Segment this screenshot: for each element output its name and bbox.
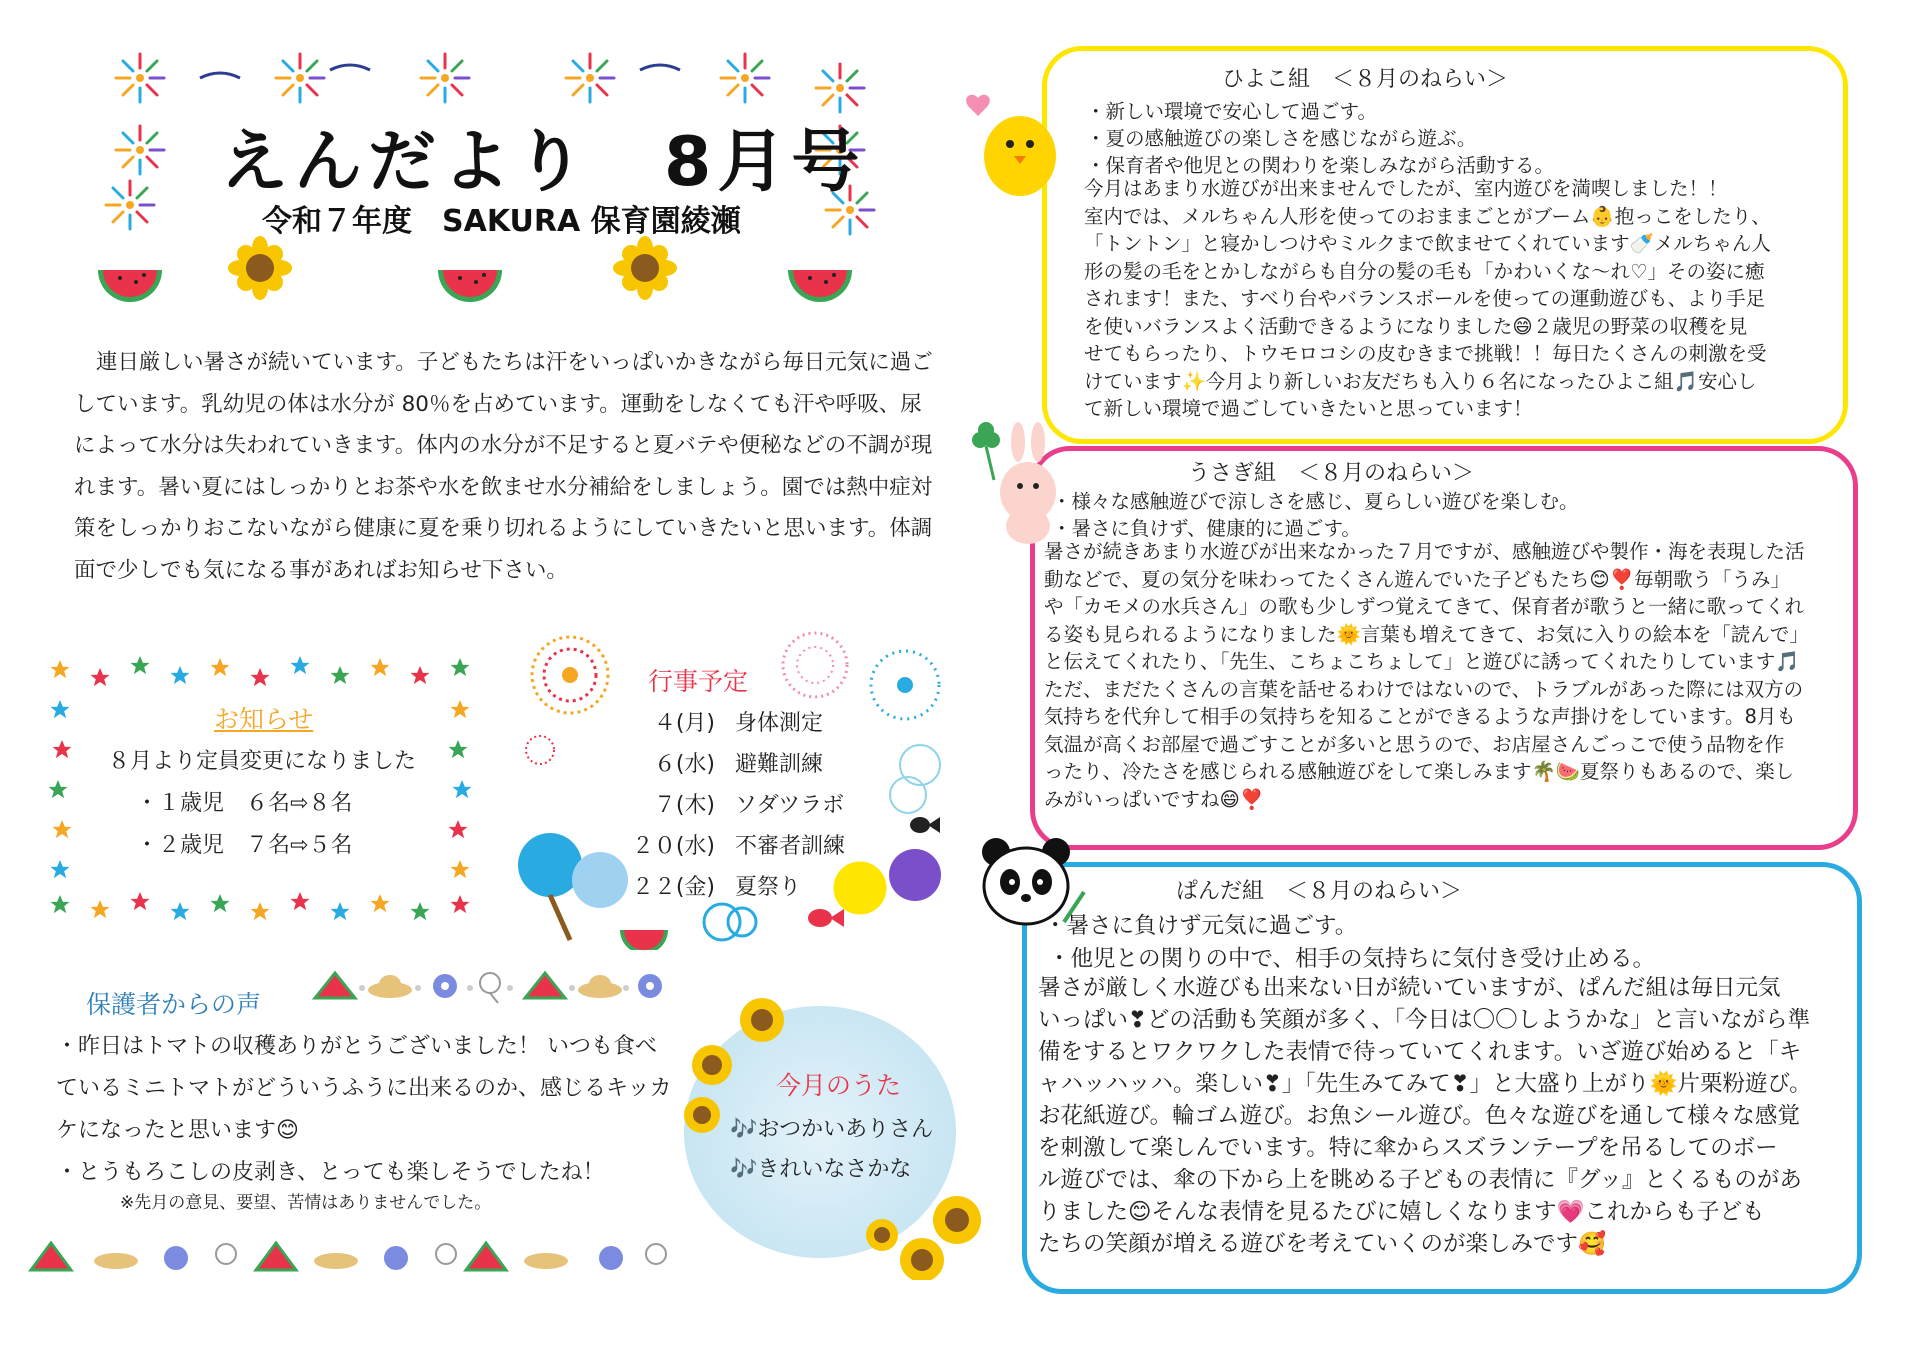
- firework-icon: [526, 633, 939, 764]
- notice-line: ８月より定員変更になりました: [108, 749, 417, 774]
- usagi-title: うさぎ組 ＜８月のねらい＞: [1188, 461, 1475, 486]
- song-title: 今月のうた: [776, 1071, 902, 1100]
- panda-goal: ・暑さに負けず元気に過ごす。: [1044, 913, 1358, 939]
- hiyoko-body: 今月はあまり水遊びが出来ませんでしたが、室内遊びを満喫しました！！ 室内では、メルちゃん人形を使ってのおままごとがブーム👶抱っこをしたり、 「トントン」と寝かしつけやミルクまで飲ませてくれています🍼メルちゃん人 形の髪の毛をとかしながらも自分の髪の毛も「かわいくな〜れ♡」その姿に癒 されます！また、すべり台やバランスボールを使っての運動遊びも、より手足 を使いバランスよく活動できるようになりました😄２歳児の野菜の収穫を見 せてもらったり、トウモロコシの皮むきまで挑戦！！毎日たくさんの刺激を受 けています✨今月より新しいお友だちも入り６名になったひよこ組🎵安心し て新しい環境で過ごしていきたいと思っています！: [1084, 177, 1771, 420]
- voice-decoration-bottom: [26, 1236, 676, 1280]
- hiyoko-goal: ・夏の感触遊びの楽しさを感じながら遊ぶ。: [1086, 127, 1477, 150]
- watermelon-icon: [620, 930, 668, 950]
- events-title: 行事予定: [648, 667, 749, 696]
- event-row: ２０(水) 不審者訓練: [631, 834, 846, 859]
- intro-text: 連日厳しい暑さが続いています。子どもたちは汗をいっぱいかきながら毎日元気に過ごしています。乳幼児の体は水分が 80％を占めています。運動をしなくても汗や呼吸、尿によって水分は失われていきます。体内の水分が不足すると夏バテや便秘などの不調が現れます。暑い夏にはしっかりとお茶や水を飲ませ水分補給をしましょう。園では熱中症対策をしっかりおこないながら健康に夏を乗り切れるようにしていきたいと思います。体調面で少しでも気になる事があればお知らせ下さい。: [74, 350, 933, 583]
- hiyoko-goal: ・新しい環境で安心して過ごす。: [1086, 100, 1377, 123]
- watermelon-icon: [98, 270, 852, 302]
- voice-title: 保護者からの声: [86, 990, 262, 1019]
- event-row: ２２(金) 夏祭り: [631, 875, 802, 900]
- hiyoko-title: ひよこ組 ＜８月のねらい＞: [1222, 67, 1509, 92]
- hiyoko-goal: ・保育者や他児との関わりを楽しみながら活動する。: [1086, 154, 1555, 177]
- chick-icon: [958, 78, 1078, 208]
- notice-line: ・１歳児 ６名⇨８名: [136, 791, 353, 816]
- event-row: ６(水) 避難訓練: [653, 752, 824, 777]
- notice-title: お知らせ: [214, 705, 314, 734]
- clover-icon: [972, 422, 1000, 480]
- song-item: 🎶おつかいありさん: [730, 1117, 934, 1142]
- event-row: ７(木) ソダツラボ: [653, 793, 845, 818]
- usagi-goal: ・様々な感触遊びで涼しさを感じ、夏らしい遊びを楽しむ。: [1052, 490, 1579, 513]
- straw-hat-icon: [368, 975, 622, 998]
- panda-body: 暑さが厳しく水遊びも出来ない日が続いていますが、ぱんだ組は毎日元気 いっぱい❣どの活動も笑顔が多く、「今日は〇〇しようかな」と言いながら準 備をするとワクワクした表情で待っていてくれます。いざ遊び始めると「キ ャハッハッハ。楽しい❣」「先生みてみて❣」と大盛り上がり🌞片栗粉遊び。 お花紙遊び。輪ゴム遊び。お魚シール遊び。色々な遊びを通して様々な感覚 を刺激して楽しんでいます。特に傘からスズランテープを吊るしてのボー ル遊びでは、傘の下から上を眺める子どもの表情に『グッ』とくるものがあ りました😊そんな表情を見るたびに嬉しくなります💗これからも子ども たちの笑顔が増える遊びを考えていくのが楽しみです🥰: [1038, 975, 1812, 1257]
- notice-line: ・２歳児 ７名⇨５名: [136, 833, 353, 858]
- voice-item: ・昨日はトマトの収穫ありがとうございました！ いつも食べているミニトマトがどういうふうに出来るのか、感じるキッカケになったと思います😊: [56, 1034, 672, 1143]
- voice-note: ※先月の意見、要望、苦情はありませんでした。: [120, 1193, 492, 1213]
- voice-text: [56, 1026, 676, 1194]
- page-subtitle: 令和７年度 SAKURA 保育園綾瀬: [262, 204, 741, 239]
- panda-goal: ・他児との関りの中で、相手の気持ちに気付き受け止める。: [1048, 946, 1656, 972]
- usagi-goal: ・暑さに負けず、健康的に過ごす。: [1052, 517, 1361, 540]
- voice-decoration-top: [310, 968, 670, 1008]
- fan-icon: [480, 973, 500, 1003]
- usagi-body: 暑さが続きあまり水遊びが出来なかった７月ですが、感触遊びや製作・海を表現した活 動などで、夏の気分を味わってたくさん遊んでいた子どもたち😊❣️毎朝歌う「うみ」 や「カモメの水兵さん」の歌も少しずつ覚えてきて、保育者が歌うと一緒に歌ってくれ る姿も見られるようになりました🌞言葉も増えてきて、お気に入りの絵本を「読んで」 と伝えてくれたり、「先生、こちょこちょして」と遊びに誘ってくれたりしています🎵 ただ、まだたくさんの言葉を話せるわけではないので、トラブルがあった際には双方の 気持ちを代弁して相手の気持ちを知ることができるような声掛けをしています。8月も 気温が高くお部屋で過ごすことが多いと思うので、お店屋さんごっこで使う品物を作 ったり、冷たさを感じられる感触遊びをして楽しみます🌴🍉夏祭りもあるので、楽し みがいっぱいですね😄❣️: [1044, 540, 1809, 811]
- event-row: ４(月) 身体測定: [653, 711, 824, 736]
- page-title: えんだより 8月号: [220, 123, 866, 202]
- song-item: 🎶きれいなさかな: [730, 1157, 912, 1182]
- panda-title: ぱんだ組 ＜８月のねらい＞: [1176, 879, 1463, 904]
- voice-item: ・とうもろこしの皮剥き、とっても楽しそうでしたね！: [56, 1160, 605, 1185]
